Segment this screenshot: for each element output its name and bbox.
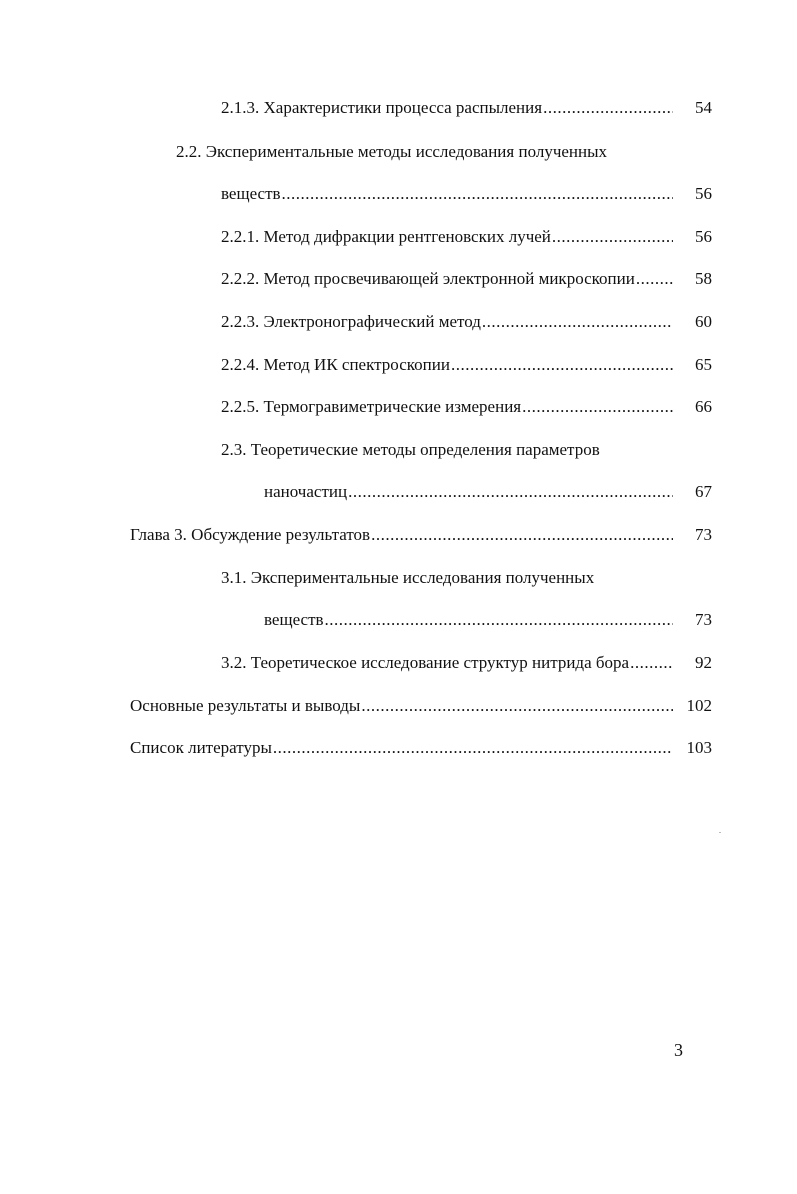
toc-entry-page: 103 [686,738,712,757]
dot-leader [273,735,673,761]
toc-entry-2-2-line1: 2.2. Экспериментальные методы исследования полученных [176,142,608,161]
toc-entry-title: 2.2.1. Метод дифракции рентгеновских лучей [221,227,551,246]
toc-entry-chapter-3 [130,522,673,548]
toc-entry-2-3-line1: 2.3. Теоретические методы определения параметров [221,440,600,459]
toc-entry-2-2-5 [221,394,673,420]
toc-entry-title: 2.2.5. Термогравиметрические измерения [221,397,522,416]
toc-entry-2-2-2 [221,266,673,292]
toc-entry-title: веществ [221,184,281,203]
dot-leader [522,394,673,420]
toc-entry-title: 2.2.3. Электронографический метод [221,312,481,331]
page-number: 3 [674,1040,683,1060]
dot-leader [371,522,673,548]
toc-entry-title: 3.2. Теоретическое исследование структур нитрида бора [221,653,630,672]
toc-entry-page: 56 [695,227,712,246]
dot-leader [348,479,673,505]
dot-leader [282,181,673,207]
toc-entry-references [130,735,673,761]
toc-entry-page: 66 [695,397,712,416]
dot-leader [361,693,673,719]
toc-entry-2-1-3 [221,95,673,121]
toc-entry-2-2 [221,181,673,207]
toc-entry-title: 2.2.4. Метод ИК спектроскопии [221,355,450,374]
toc-entry-page: 73 [695,610,712,629]
toc-entry-page: 67 [695,482,712,501]
toc-entry-title: Список литературы [130,738,272,757]
toc-entry-title: 2.1.3. Характеристики процесса распыления [221,98,543,117]
toc-entry-page: 73 [695,525,712,544]
toc-entry-2-3 [264,479,673,505]
toc-entry-2-2-1 [221,224,673,250]
toc-entry-page: 60 [695,312,712,331]
toc-entry-page: 56 [695,184,712,203]
dot-leader [451,352,673,378]
scan-speck [719,832,721,833]
toc-entry-title: Глава 3. Обсуждение результатов [130,525,371,544]
toc-entry-page: 54 [695,98,712,117]
dot-leader [552,224,673,250]
toc-entry-page: 58 [695,269,712,288]
toc-entry-2-2-3 [221,309,673,335]
toc-entry-title: 2.2.2. Метод просвечивающей электронной микроскопии [221,269,635,288]
toc-entry-page: 102 [686,696,712,715]
toc-entry-title: веществ [264,610,324,629]
toc-entry-3-1 [264,607,673,633]
toc-entry-3-1-line1: 3.1. Экспериментальные исследования полученных [221,568,595,587]
dot-leader [543,95,673,121]
toc-entry-title: наночастиц [264,482,348,501]
dot-leader [630,650,673,676]
toc-entry-3-2 [221,650,673,676]
toc-entry-2-2-4 [221,352,673,378]
toc-entry-page: 92 [695,653,712,672]
dot-leader [325,607,673,633]
toc-entry-page: 65 [695,355,712,374]
dot-leader [636,266,673,292]
toc-entry-conclusions [130,693,673,719]
dot-leader [482,309,673,335]
toc-entry-title: Основные результаты и выводы [130,696,361,715]
